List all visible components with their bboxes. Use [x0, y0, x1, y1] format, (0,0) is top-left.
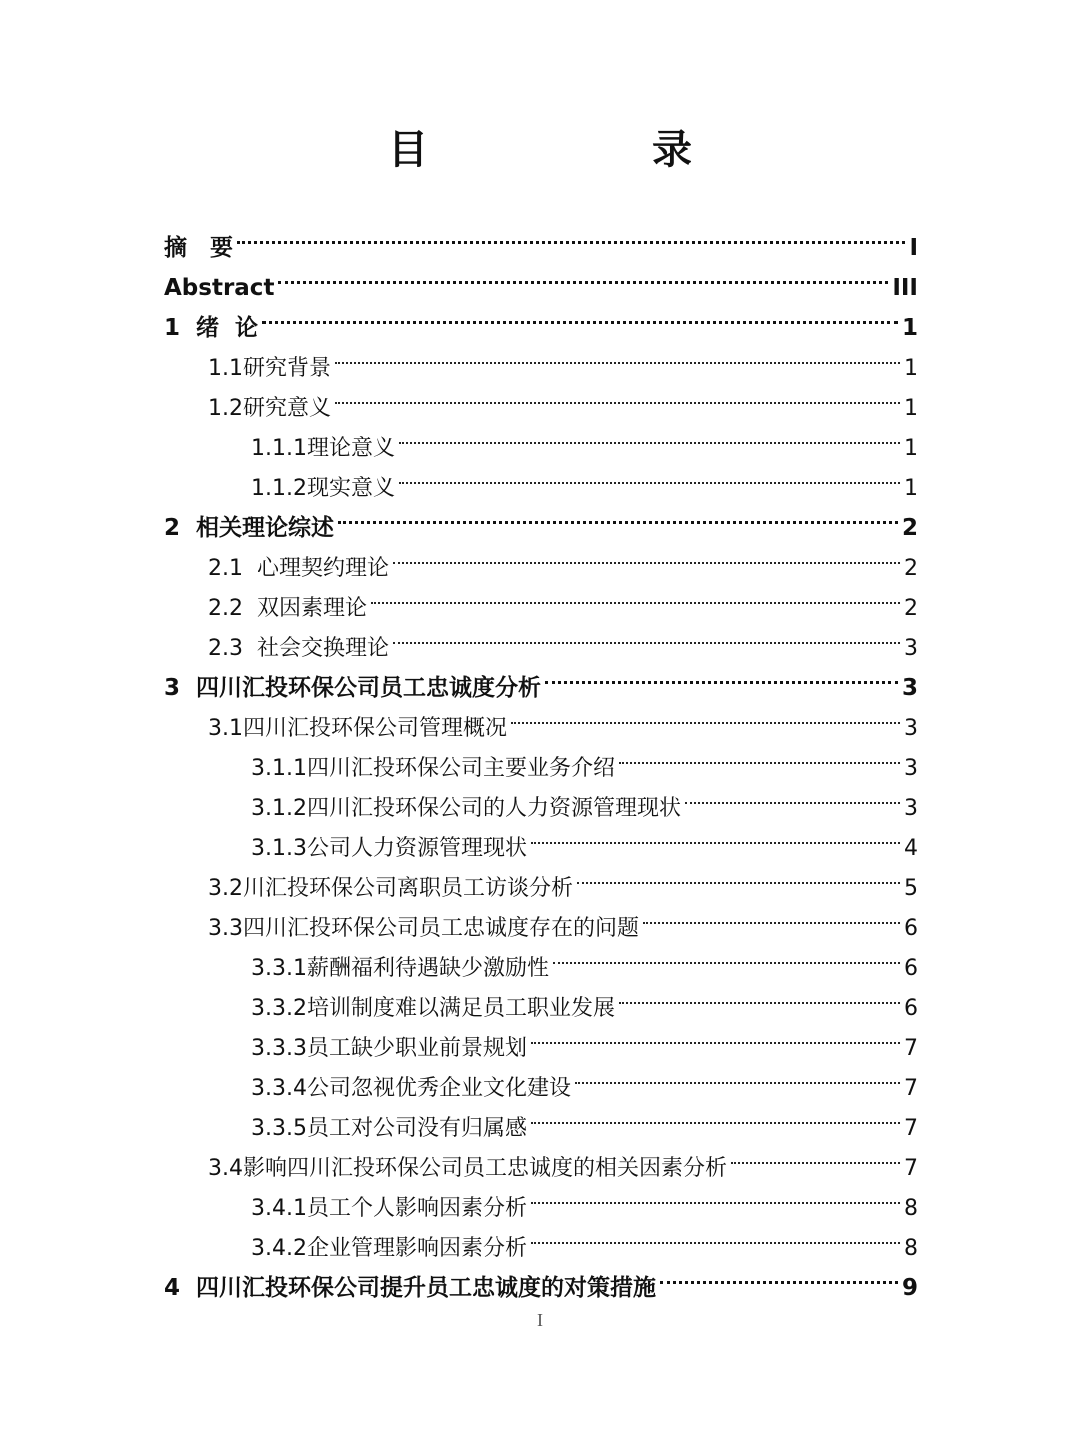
toc-entry-text: 3.1.2四川汇投环保公司的人力资源管理现状 — [251, 796, 681, 821]
dot-leader — [575, 1055, 900, 1095]
dot-leader — [278, 255, 888, 295]
footer-page-number: I — [537, 1310, 543, 1330]
dot-leader — [335, 335, 900, 375]
dot-leader — [619, 735, 900, 775]
dot-leader — [262, 295, 898, 335]
toc-entry-page: 2 — [904, 596, 918, 621]
toc-entry-text: 3.1.3公司人力资源管理现状 — [251, 836, 527, 861]
dot-leader — [553, 935, 900, 975]
dot-leader — [545, 655, 898, 695]
toc-entry-page: 1 — [904, 436, 918, 461]
toc-entry-page: I — [909, 235, 918, 261]
toc-entry-text: 3.4.2企业管理影响因素分析 — [251, 1236, 527, 1261]
toc-entry-page: 4 — [904, 836, 918, 861]
dot-leader — [577, 855, 900, 895]
toc-entry-text: 3.1.1四川汇投环保公司主要业务介绍 — [251, 756, 615, 781]
toc-entry-text: 3.3.4公司忽视优秀企业文化建设 — [251, 1076, 571, 1101]
toc-entry-text: 3 四川汇投环保公司员工忠诚度分析 — [164, 675, 542, 701]
toc-entry-page: 6 — [904, 956, 918, 981]
toc-entry-page: 1 — [904, 356, 918, 381]
page-title: 目 录 — [388, 127, 740, 173]
dot-leader — [335, 375, 900, 415]
toc-entry-page: 7 — [904, 1156, 918, 1181]
dot-leader — [399, 455, 900, 495]
toc-entry-page: 6 — [904, 996, 918, 1021]
toc-entry-page: 2 — [901, 515, 918, 541]
toc-entry-text: 3.4.1员工个人影响因素分析 — [251, 1196, 527, 1221]
dot-leader — [531, 815, 900, 855]
toc-entry-text: 3.3四川汇投环保公司员工忠诚度存在的问题 — [208, 916, 639, 941]
toc-entry-text: 1.2研究意义 — [208, 396, 331, 421]
dot-leader — [338, 495, 898, 535]
dot-leader — [511, 695, 900, 735]
toc-entry-page: 1 — [904, 396, 918, 421]
toc-entry-page: 1 — [904, 476, 918, 501]
toc-entry-text: 2.3 社会交换理论 — [208, 636, 389, 661]
toc-entry-text: 3.3.1薪酬福利待遇缺少激励性 — [251, 956, 549, 981]
dot-leader — [531, 1215, 900, 1255]
toc-entry-1-1[interactable] — [164, 335, 918, 381]
dot-leader — [237, 215, 905, 255]
dot-leader — [660, 1255, 898, 1295]
toc-entry-page: 3 — [904, 636, 918, 661]
toc-entry-text: 1.1研究背景 — [208, 356, 331, 381]
dot-leader — [619, 975, 900, 1015]
dot-leader — [531, 1015, 900, 1055]
toc-entry-chapter-1[interactable] — [164, 295, 918, 341]
toc-entry-page: 9 — [901, 1275, 918, 1301]
toc-entry-page: 6 — [904, 916, 918, 941]
toc-entry-text: 1.1.1理论意义 — [251, 436, 395, 461]
dot-leader — [643, 895, 900, 935]
toc-entry-abstract-cn[interactable] — [164, 215, 918, 261]
toc-entry-text: 摘 要 — [164, 235, 233, 261]
dot-leader — [685, 775, 900, 815]
toc-entry-page: 5 — [904, 876, 918, 901]
toc-entry-page: 3 — [904, 796, 918, 821]
toc-entry-text: 2.1 心理契约理论 — [208, 556, 389, 581]
dot-leader — [393, 615, 900, 655]
toc-entry-text: 3.3.2培训制度难以满足员工职业发展 — [251, 996, 615, 1021]
toc-entry-page: 3 — [904, 716, 918, 741]
toc-entry-text: 3.3.5员工对公司没有归属感 — [251, 1116, 527, 1141]
dot-leader — [399, 415, 900, 455]
toc-entry-text: 4 四川汇投环保公司提升员工忠诚度的对策措施 — [164, 1275, 657, 1301]
toc-entry-text: 2 相关理论综述 — [164, 515, 335, 541]
dot-leader — [531, 1095, 900, 1135]
toc-entry-text: 3.3.3员工缺少职业前景规划 — [251, 1036, 527, 1061]
toc-entry-page: 1 — [901, 315, 918, 341]
toc-entry-text: 3.1四川汇投环保公司管理概况 — [208, 716, 507, 741]
toc-entry-text: Abstract — [164, 275, 275, 301]
toc-entry-page: III — [892, 275, 918, 301]
toc-entry-page: 7 — [904, 1076, 918, 1101]
toc-entry-text: 1 绪 论 — [164, 315, 259, 341]
toc-entry-page: 7 — [904, 1116, 918, 1141]
dot-leader — [731, 1135, 900, 1175]
toc-entry-page: 7 — [904, 1036, 918, 1061]
toc-entry-page: 2 — [904, 556, 918, 581]
toc-entry-text: 3.4影响四川汇投环保公司员工忠诚度的相关因素分析 — [208, 1156, 727, 1181]
toc-entry-abstract-en[interactable] — [164, 255, 918, 301]
toc-entry-text: 2.2 双因素理论 — [208, 596, 367, 621]
toc-entry-page: 3 — [904, 756, 918, 781]
toc-entry-text: 1.1.2现实意义 — [251, 476, 395, 501]
table-of-contents — [164, 215, 918, 1301]
toc-entry-page: 3 — [901, 675, 918, 701]
dot-leader — [531, 1175, 900, 1215]
toc-entry-page: 8 — [904, 1196, 918, 1221]
dot-leader — [371, 575, 900, 615]
toc-entry-page: 8 — [904, 1236, 918, 1261]
dot-leader — [393, 535, 900, 575]
toc-entry-text: 3.2川汇投环保公司离职员工访谈分析 — [208, 876, 573, 901]
